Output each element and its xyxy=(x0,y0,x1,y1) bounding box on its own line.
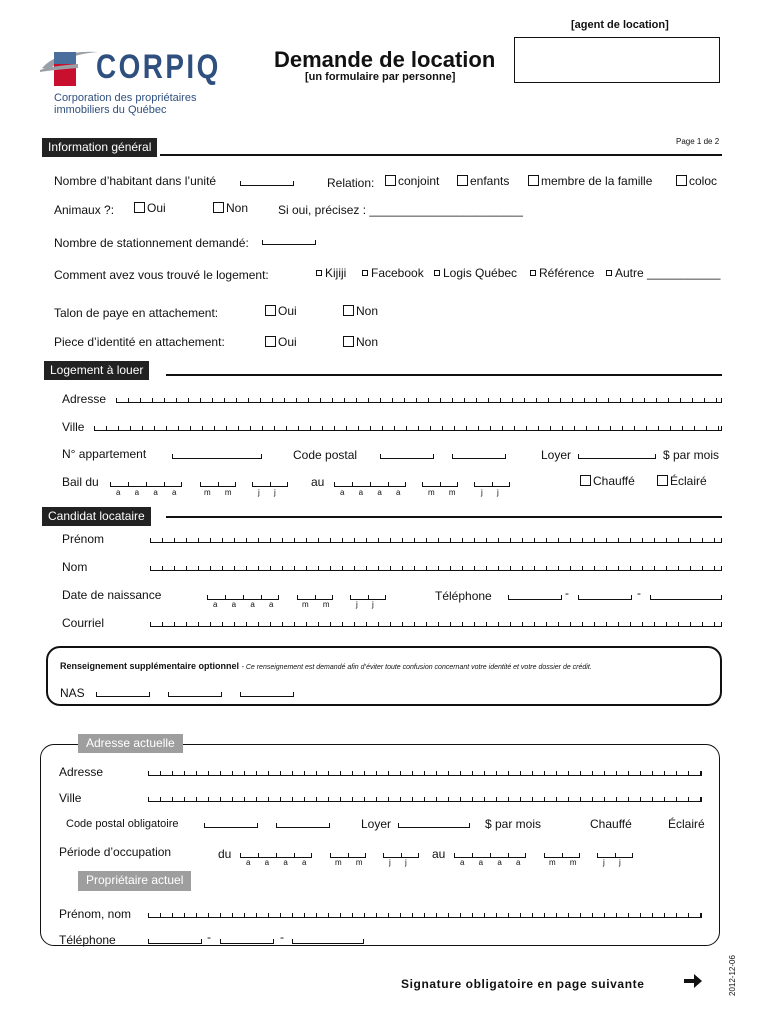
actuelle-loyer-label: Loyer xyxy=(361,817,392,831)
talon-oui[interactable]: Oui xyxy=(265,304,297,318)
bail-au-jour[interactable] xyxy=(474,482,510,487)
courriel-label: Courriel xyxy=(62,616,105,630)
habitants-field[interactable] xyxy=(240,181,294,186)
checkbox-icon[interactable] xyxy=(343,305,354,316)
nom-field[interactable] xyxy=(150,566,722,571)
nas-label: NAS xyxy=(60,686,85,700)
date-sub: j j xyxy=(356,600,380,609)
checkbox-icon[interactable] xyxy=(134,202,145,213)
logement-cp-field-1[interactable] xyxy=(380,454,434,459)
logement-adresse-field[interactable] xyxy=(116,398,722,403)
piece-non[interactable]: Non xyxy=(343,335,378,349)
source-facebook[interactable]: Facebook xyxy=(362,266,424,280)
logement-cp-field-2[interactable] xyxy=(452,454,506,459)
habitants-label: Nombre d’habitant dans l’unité xyxy=(54,174,217,188)
animaux-label: Animaux ?: xyxy=(54,203,115,217)
stationnement-label: Nombre de stationnement demandé: xyxy=(54,236,249,250)
section-tab-actuelle: Adresse actuelle xyxy=(78,734,183,753)
relation-enfants[interactable]: enfants xyxy=(457,174,509,188)
actuelle-par-mois: $ par mois xyxy=(485,817,542,831)
naissance-label: Date de naissance xyxy=(62,588,162,602)
bail-au-annee[interactable] xyxy=(334,482,406,487)
checkbox-icon[interactable] xyxy=(457,175,468,186)
divider xyxy=(166,516,722,518)
relation-coloc[interactable]: coloc xyxy=(676,174,717,188)
section-tab-candidat: Candidat locataire xyxy=(42,507,151,526)
logement-eclaire[interactable]: Éclairé xyxy=(657,474,707,488)
source-autre[interactable]: Autre ___________ xyxy=(606,266,720,280)
proprio-telephone-1[interactable] xyxy=(148,939,202,944)
section-tab-proprietaire: Propriétaire actuel xyxy=(78,871,191,891)
actuelle-cp-label: Code postal obligatoire xyxy=(66,818,179,830)
actuelle-chauffe[interactable]: Chauffé xyxy=(590,817,632,831)
bail-du-jour[interactable] xyxy=(252,482,288,487)
bail-du-annee[interactable] xyxy=(110,482,182,487)
periode-label: Période d’occupation xyxy=(59,845,172,859)
logement-adresse-label: Adresse xyxy=(62,392,107,406)
logement-cp-label: Code postal xyxy=(293,448,358,462)
nas-field-2[interactable] xyxy=(168,692,222,697)
dash: - xyxy=(637,586,641,600)
periode-du: du xyxy=(218,847,232,861)
date-sub: j j xyxy=(481,488,505,497)
checkbox-icon[interactable] xyxy=(213,202,224,213)
checkbox-icon[interactable] xyxy=(528,175,539,186)
agent-box[interactable] xyxy=(514,37,720,83)
actuelle-loyer-field[interactable] xyxy=(398,823,470,828)
page-subtitle: [un formulaire par personne] xyxy=(305,71,456,83)
date-sub: a a a a xyxy=(116,488,183,497)
prenom-field[interactable] xyxy=(150,538,722,543)
logo-text: CORPIQ xyxy=(96,48,221,86)
telephone-label: Téléphone xyxy=(435,589,492,603)
animaux-precisez[interactable]: Si oui, précisez : _______________________ xyxy=(278,203,523,217)
date-sub: m m xyxy=(428,488,462,497)
page-title: Demande de location xyxy=(274,47,496,72)
date-sub: j j xyxy=(603,858,627,867)
proprio-telephone-label: Téléphone xyxy=(59,933,116,947)
proprio-nom-label: Prénom, nom xyxy=(59,907,132,921)
logement-chauffe[interactable]: Chauffé xyxy=(580,474,635,488)
prenom-label: Prénom xyxy=(62,532,105,546)
source-logis[interactable]: Logis Québec xyxy=(434,266,517,280)
actuelle-ville-label: Ville xyxy=(59,791,82,805)
date-sub: m m xyxy=(204,488,238,497)
supp-box xyxy=(46,646,722,706)
comment-label: Comment avez vous trouvé le logement: xyxy=(54,268,269,282)
checkbox-icon[interactable] xyxy=(676,175,687,186)
dash: - xyxy=(565,586,569,600)
date-sub: a a a a xyxy=(460,858,527,867)
source-reference[interactable]: Référence xyxy=(530,266,594,280)
animaux-non[interactable]: Non xyxy=(213,201,248,215)
relation-label: Relation: xyxy=(327,176,375,190)
source-kijiji[interactable]: Kijiji xyxy=(316,266,346,280)
divider xyxy=(166,374,722,376)
agent-label: [agent de location] xyxy=(571,19,669,31)
date-sub: m m xyxy=(302,600,336,609)
animaux-oui[interactable]: Oui xyxy=(134,201,166,215)
telephone-field-1[interactable] xyxy=(508,595,562,600)
date-sub: a a a a xyxy=(246,858,313,867)
nas-field-3[interactable] xyxy=(240,692,294,697)
appartement-label: N° appartement xyxy=(62,447,147,461)
actuelle-adresse-label: Adresse xyxy=(59,765,104,779)
telephone-field-3[interactable] xyxy=(650,595,722,600)
checkbox-icon[interactable] xyxy=(606,270,612,276)
checkbox-icon[interactable] xyxy=(385,175,396,186)
section-tab-info: Information général xyxy=(42,138,157,157)
divider xyxy=(160,154,722,156)
stationnement-field[interactable] xyxy=(262,240,316,245)
actuelle-cp-field-2[interactable] xyxy=(276,823,330,828)
telephone-field-2[interactable] xyxy=(578,595,632,600)
logement-ville-label: Ville xyxy=(62,420,85,434)
proprio-telephone-2[interactable] xyxy=(220,939,274,944)
section-tab-logement: Logement à louer xyxy=(44,361,149,380)
nom-label: Nom xyxy=(62,560,88,574)
corpiq-logo xyxy=(38,44,221,124)
checkbox-icon[interactable] xyxy=(316,270,322,276)
arrow-right-icon xyxy=(682,971,704,994)
date-sub: m m xyxy=(549,858,583,867)
actuelle-adresse-field[interactable] xyxy=(148,771,702,776)
proprio-nom-field[interactable] xyxy=(148,913,702,918)
nas-field-1[interactable] xyxy=(96,692,150,697)
logement-loyer-label: Loyer xyxy=(541,448,572,462)
actuelle-ville-field[interactable] xyxy=(148,797,702,802)
actuelle-eclaire[interactable]: Éclairé xyxy=(668,817,705,831)
date-sub: a a a a xyxy=(340,488,407,497)
bail-du-mois[interactable] xyxy=(200,482,236,487)
periode-au: au xyxy=(432,847,446,861)
logement-loyer-field[interactable] xyxy=(578,454,656,459)
bail-au-mois[interactable] xyxy=(422,482,458,487)
checkbox-icon[interactable] xyxy=(265,336,276,347)
logement-par-mois: $ par mois xyxy=(663,448,720,462)
org-name: Corporation des propriétaires immobiliers du Québec xyxy=(54,92,197,116)
talon-non[interactable]: Non xyxy=(343,304,378,318)
courriel-field[interactable] xyxy=(150,622,722,627)
relation-conjoint[interactable]: conjoint xyxy=(385,174,439,188)
bail-du-label: Bail du xyxy=(62,475,99,489)
signature-notice: Signature obligatoire en page suivante xyxy=(401,977,645,991)
logement-ville-field[interactable] xyxy=(94,426,722,431)
checkbox-icon[interactable] xyxy=(434,270,440,276)
date-sub: j j xyxy=(258,488,282,497)
checkbox-icon[interactable] xyxy=(265,305,276,316)
bail-au-label: au xyxy=(311,475,325,489)
date-sub: a a a a xyxy=(213,600,280,609)
supp-header: Renseignement supplémentaire optionnel - Ce renseignement est demandé afin d’éviter toute confusion concernant votre identité et votre dossier de crédit. xyxy=(60,661,592,671)
appartement-field[interactable] xyxy=(172,454,262,459)
date-sub: j j xyxy=(389,858,413,867)
checkbox-icon[interactable] xyxy=(530,270,536,276)
checkbox-icon[interactable] xyxy=(657,475,668,486)
dash: - xyxy=(207,930,211,944)
form-code: 2012-12-06 xyxy=(728,955,737,996)
checkbox-icon[interactable] xyxy=(362,270,368,276)
piece-oui[interactable]: Oui xyxy=(265,335,297,349)
actuelle-cp-field-1[interactable] xyxy=(204,823,258,828)
dash: - xyxy=(280,930,284,944)
proprio-telephone-3[interactable] xyxy=(292,939,364,944)
date-sub: m m xyxy=(335,858,369,867)
checkbox-icon[interactable] xyxy=(343,336,354,347)
checkbox-icon[interactable] xyxy=(580,475,591,486)
piece-label: Piece d’identité en attachement: xyxy=(54,335,225,349)
page-number: Page 1 de 2 xyxy=(676,137,720,146)
talon-label: Talon de paye en attachement: xyxy=(54,306,219,320)
relation-famille[interactable]: membre de la famille xyxy=(528,174,652,188)
